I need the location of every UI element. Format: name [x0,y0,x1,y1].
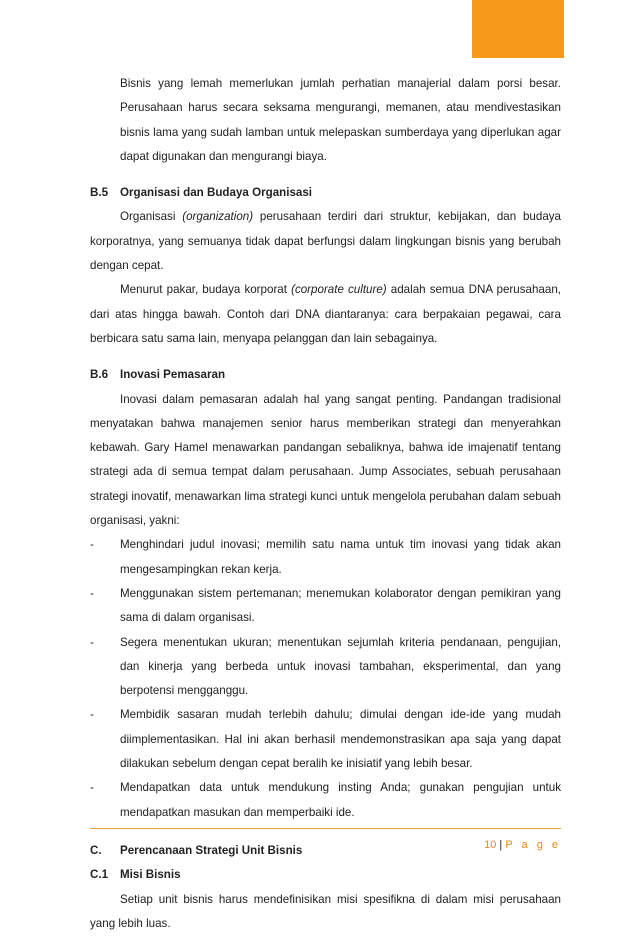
section-number: C. [90,839,120,863]
list-item: - Segera menentukan ukuran; menentukan sejumlah kriteria pendanaan, pengujian, dan kinerja yang berbeda untuk inovasi tambahan, eksperimental, dan yang berpotensi mengganggu. [90,631,561,704]
intro-paragraph: Bisnis yang lemah memerlukan jumlah perhatian manajerial dalam porsi besar. Perusahaan harus secara seksama mengurangi, memanen, atau mendivestasikan bisnis lama yang sudah lamban untuk melepaskan sumberdaya yang diperlukan agar dapat digunakan dan mengurangi biaya. [90,72,561,169]
b6-paragraph-1: Inovasi dalam pemasaran adalah hal yang sangat penting. Pandangan tradisional menyatakan bahwa manajemen senior harus memberikan strategi dan menyerahkan kebawah. Gary Hamel menawarkan pandangan sebaliknya, bahwa ide imajenatif tentang strategi ada di semua tempat dalam perusahaan. Jump Associates, sebuah perusahaan strategi inovatif, menawarkan lima strategi kunci untuk mengelola perubahan dalam sebuah organisasi, yakni: [90,388,561,534]
orange-corner-block [472,0,564,58]
section-heading-b5 [90,181,561,205]
section-title: Misi Bisnis [120,863,181,887]
term-corporate-culture: (corporate culture) [291,283,387,296]
page-number: 10 [484,839,496,851]
list-item: - Membidik sasaran mudah terlebih dahulu; dimulai dengan ide-ide yang mudah diimplementasikan. Hal ini akan berhasil mendemonstrasikan apa saja yang dapat dilakukan sebelum dengan cepat beralih ke inisiatif yang lebih besar. [90,703,561,776]
c1-paragraph-1: Setiap unit bisnis harus mendefinisikan misi spesifikna di dalam misi perusahaan yang lebih luas. [90,888,561,936]
page-number-label: 10 | P a g e [484,839,561,851]
document-body [90,72,561,936]
b5-paragraph-2: Menurut pakar, budaya korporat (corporate culture) adalah semua DNA perusahaan, dari atas hingga bawah. Contoh dari DNA diantaranya: cara berpakaian pegawai, cara berbicara satu sama lain, menyapa pelanggan dan lain sebagainya. [90,278,561,351]
term-organization: (organization) [182,210,253,223]
section-title: Perencanaan Strategi Unit Bisnis [120,839,302,863]
section-number: C.1 [90,863,120,887]
section-title: Organisasi dan Budaya Organisasi [120,181,312,205]
list-item: - Menghindari judul inovasi; memilih satu nama untuk tim inovasi yang tidak akan mengesampingkan rekan kerja. [90,533,561,582]
section-heading-b6 [90,363,561,387]
b5-paragraph-1: Organisasi (organization) perusahaan terdiri dari struktur, kebijakan, dan budaya korporatnya, yang semuanya tidak dapat berfungsi dalam lingkungan bisnis yang berubah dengan cepat. [90,205,561,278]
section-title: Inovasi Pemasaran [120,363,225,387]
page-footer [90,828,561,859]
section-number: B.5 [90,181,120,205]
list-item: - Mendapatkan data untuk mendukung insting Anda; gunakan pengujian untuk mendapatkan masukan dan memperbaiki ide. [90,776,561,825]
section-number: B.6 [90,363,120,387]
list-item: - Menggunakan sistem pertemanan; menemukan kolaborator dengan pemikiran yang sama di dalam organisasi. [90,582,561,631]
section-heading-c1 [90,863,561,887]
